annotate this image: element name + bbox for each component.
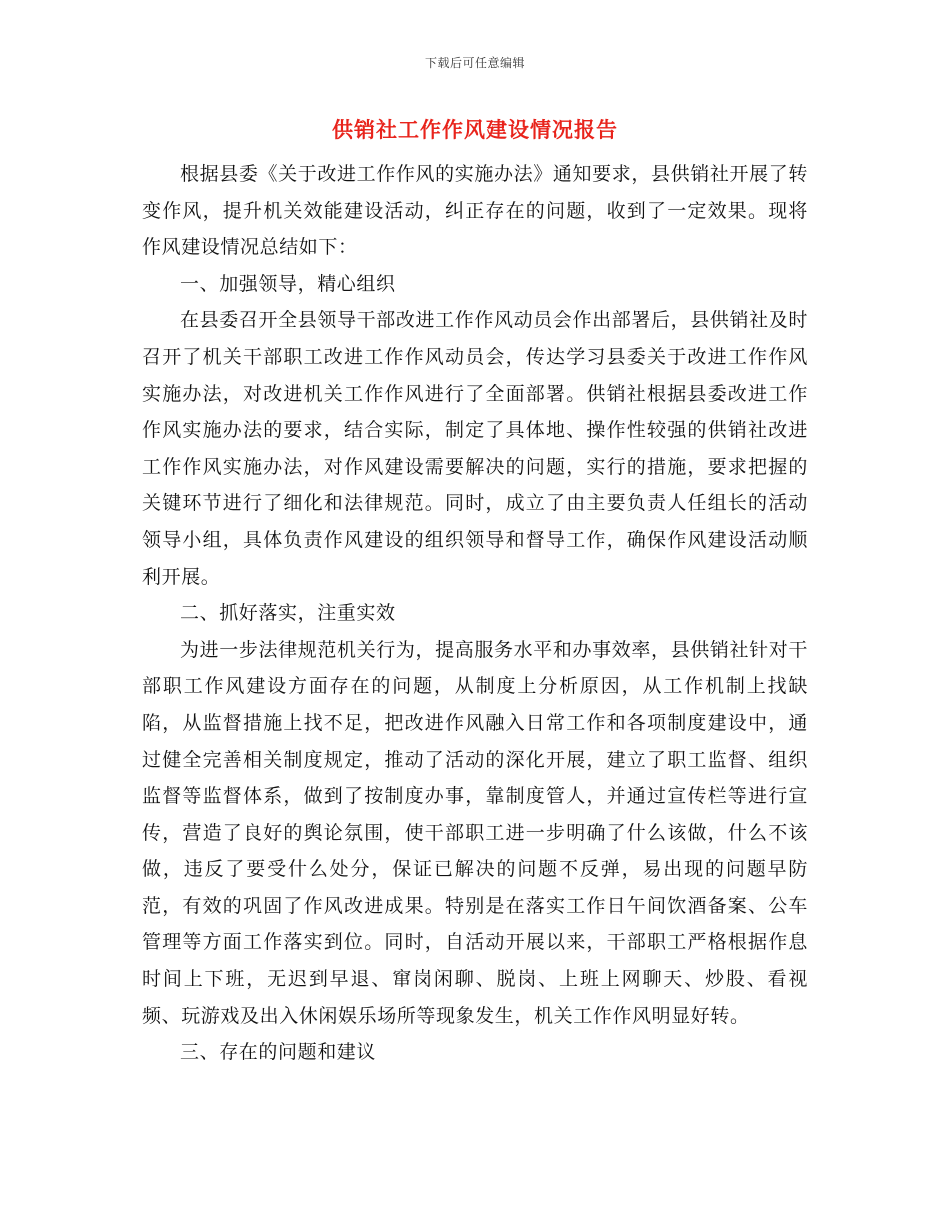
intro-paragraph: 根据县委《关于改进工作作风的实施办法》通知要求，县供销社开展了转变作风，提升机关效能建设活动，纠正存在的问题，收到了一定效果。现将作风建设情况总结如下： — [142, 163, 808, 259]
header-note: 下载后可任意编辑 — [424, 56, 525, 70]
section-heading-1: 一、加强领导，精心组织 — [180, 272, 396, 295]
section-heading-2: 二、抓好落实，注重实效 — [180, 602, 396, 625]
section-2-paragraph: 为进一步法律规范机关行为，提高服务水平和办事效率，县供销社针对干部职工作风建设方面存在的问题，从制度上分析原因，从工作机制上找缺陷，从监督措施上找不足，把改进作风融入日常工作和各项制度建设中，通过健全完善相关制度规定，推动了活动的深化开展，建立了职工监督、组织监督等监督体系，做到了按制度办事，靠制度管人，并通过宣传栏等进行宣传，营造了良好的舆论氛围，使干部职工进一步明确了什么该做，什么不该做，违反了要受什么处分，保证已解决的问题不反弹，易出现的问题早防范，有效的巩固了作风改进成果。特别是在落实工作日午间饮酒备案、公车管理等方面工作落实到位。同时，自活动开展以来，干部职工严格根据作息时间上下班，无迟到早退、窜岗闲聊、脱岗、上班上网聊天、炒股、看视频、玩游戏及出入休闲娱乐场所等现象发生，机关工作作风明显好转。 — [142, 638, 808, 1027]
section-1-paragraph: 在县委召开全县领导干部改进工作作风动员会作出部署后，县供销社及时召开了机关干部职工改进工作作风动员会，传达学习县委关于改进工作作风实施办法，对改进机关工作作风进行了全面部署。供销社根据县委改进工作作风实施办法的要求，结合实际，制定了具体地、操作性较强的供销社改进工作作风实施办法，对作风建设需要解决的问题，实行的措施，要求把握的关键环节进行了细化和法律规范。同时，成立了由主要负责人任组长的活动领导小组，具体负责作风建设的组织领导和督导工作，确保作风建设活动顺利开展。 — [142, 309, 808, 588]
section-heading-3: 三、存在的问题和建议 — [180, 1041, 377, 1064]
document-body — [142, 156, 808, 1071]
document-title: 供销社工作作风建设情况报告 — [332, 117, 618, 142]
